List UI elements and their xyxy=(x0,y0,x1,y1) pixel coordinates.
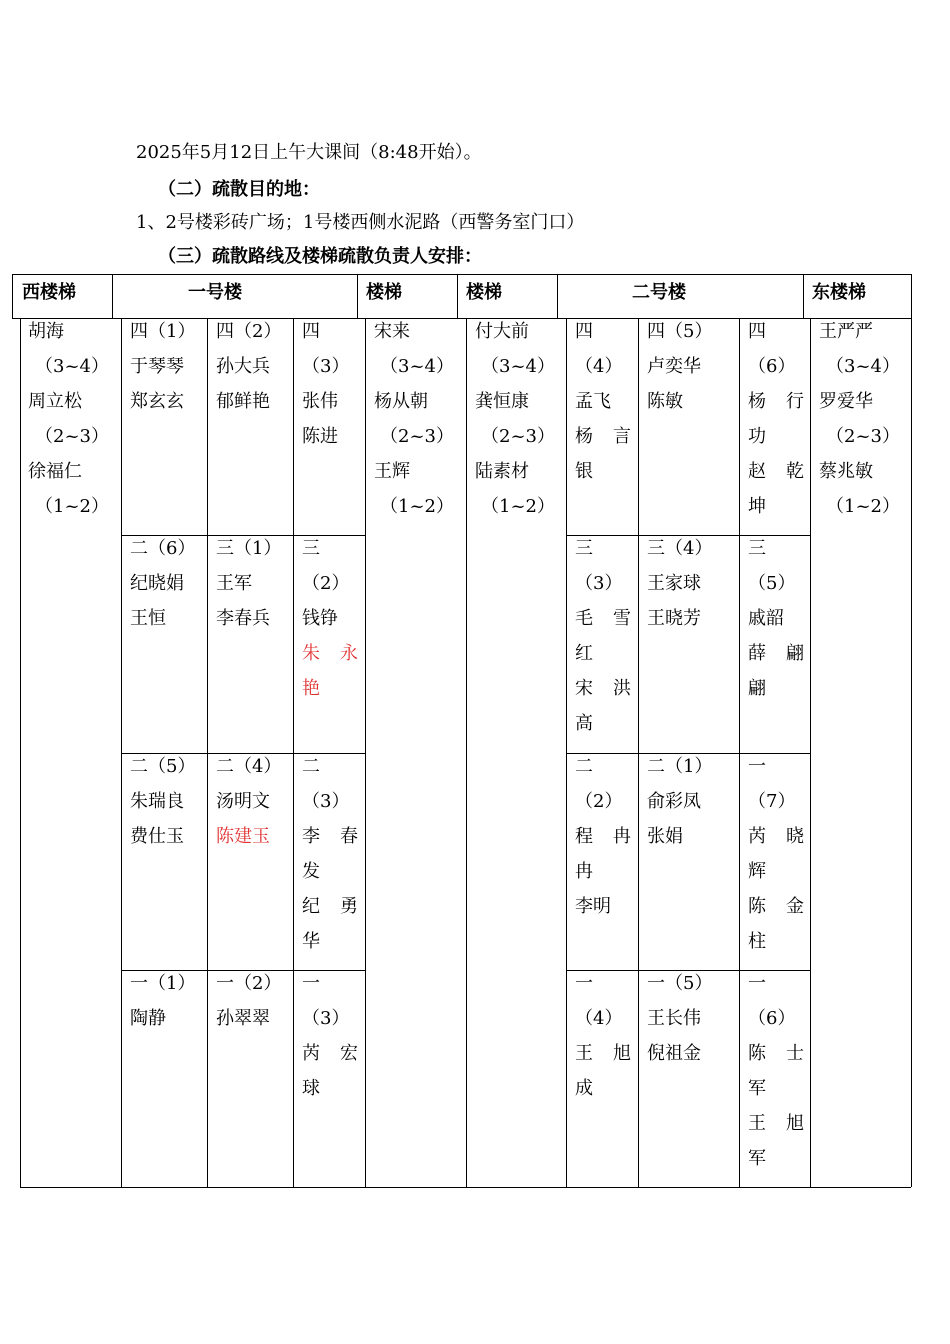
cell-text-line: 辉 xyxy=(748,861,766,882)
table-bottom-border xyxy=(20,1187,911,1188)
cell-text-line: （2~3） xyxy=(826,426,900,447)
cell-text-line: 宋 洪 xyxy=(575,678,631,699)
cell-text-line: 四 xyxy=(748,321,766,342)
cell-text-line: 陈进 xyxy=(302,426,338,447)
cell-text-line: （1~2） xyxy=(380,496,454,517)
cell-text-line: 芮 宏 xyxy=(302,1043,358,1064)
cell-text-line: 三（1） xyxy=(216,538,282,559)
cell-text-line: 一（2） xyxy=(216,973,282,994)
section-heading-routes: （三）疏散路线及楼梯疏散负责人安排： xyxy=(158,246,482,267)
west-stair-leaders xyxy=(28,314,116,524)
cell-text-line: 冉 xyxy=(575,861,593,882)
cell-text-line: 功 xyxy=(748,426,766,447)
b2-class-1-4 xyxy=(575,966,631,1106)
cell-text-line: 罗爱华 xyxy=(819,391,873,412)
header-stair-b: 楼梯 xyxy=(466,282,502,303)
cell-text-line: 赵 乾 xyxy=(748,461,804,482)
cell-text-line: 于琴琴 xyxy=(130,356,184,377)
stair-a-leaders xyxy=(374,314,460,524)
cell-text-line: 蔡兆敏 xyxy=(819,461,873,482)
cell-text-line: 一（5） xyxy=(647,973,713,994)
cell-text-line: 二（6） xyxy=(130,538,196,559)
table-grid-line xyxy=(911,319,912,1187)
cell-text-line: 坤 xyxy=(748,496,766,517)
cell-text-line: 四（5） xyxy=(647,321,713,342)
b2-class-2-2 xyxy=(575,749,631,924)
header-building-1: 一号楼 xyxy=(188,282,242,303)
cell-text-line: 李明 xyxy=(575,896,611,917)
cell-text-line: 钱铮 xyxy=(302,608,338,629)
cell-text-line: 一 xyxy=(748,973,766,994)
b1-class-1-3 xyxy=(302,966,358,1106)
cell-text-line: 三 xyxy=(748,538,766,559)
b1-class-2-3 xyxy=(302,749,358,959)
cell-text-line: 三 xyxy=(302,538,320,559)
table-grid-line xyxy=(20,319,21,1187)
cell-text-line: 纪晓娟 xyxy=(130,573,184,594)
table-grid-line xyxy=(112,274,113,319)
table-grid-line xyxy=(466,319,467,1187)
b1-class-4-1 xyxy=(130,314,200,419)
cell-text-line: 银 xyxy=(575,461,593,482)
cell-text-line: 华 xyxy=(302,931,320,952)
cell-text-line: 二（1） xyxy=(647,756,713,777)
cell-text-line: 王严严 xyxy=(819,321,873,342)
b1-class-2-4 xyxy=(216,749,286,854)
cell-text-line: （2） xyxy=(575,791,623,812)
cell-text-line: 陶静 xyxy=(130,1008,166,1029)
cell-text-line: 二 xyxy=(575,756,593,777)
cell-text-line: 一 xyxy=(575,973,593,994)
cell-text-line: 四（1） xyxy=(130,321,196,342)
cell-text-line: 徐福仁 xyxy=(28,461,82,482)
cell-text-line: （2~3） xyxy=(481,426,555,447)
cell-text-line: 王长伟 xyxy=(647,1008,701,1029)
cell-text-line: （2） xyxy=(302,573,350,594)
cell-text-line: 孙翠翠 xyxy=(216,1008,270,1029)
cell-text-line: （2~3） xyxy=(35,426,109,447)
b1-class-3-2 xyxy=(302,531,358,706)
b2-class-1-7 xyxy=(748,749,804,959)
b2-class-1-6 xyxy=(748,966,804,1176)
cell-text-line: 倪祖金 xyxy=(647,1043,701,1064)
cell-text-line: 二（5） xyxy=(130,756,196,777)
cell-text-line: 王家球 xyxy=(647,573,701,594)
cell-text-line: 陈 金 xyxy=(748,896,804,917)
cell-text-line: 宋来 xyxy=(374,321,410,342)
cell-text-line: 戚韶 xyxy=(748,608,784,629)
cell-text-line: 二 xyxy=(302,756,320,777)
cell-text-line: 三 xyxy=(575,538,593,559)
b2-class-4-6 xyxy=(748,314,804,524)
cell-text-line: 球 xyxy=(302,1078,320,1099)
cell-text-line: 周立松 xyxy=(28,391,82,412)
cell-text-line: 陈 士 xyxy=(748,1043,804,1064)
cell-text-line: 四 xyxy=(575,321,593,342)
cell-text-line: （7） xyxy=(748,791,796,812)
cell-text-line: 二（4） xyxy=(216,756,282,777)
b2-class-3-4 xyxy=(647,531,733,636)
section-heading-destination: （二）疏散目的地： xyxy=(158,179,320,200)
cell-text-line: （6） xyxy=(748,1008,796,1029)
cell-text-line: 成 xyxy=(575,1078,593,1099)
cell-text-line: 杨从朝 xyxy=(374,391,428,412)
cell-text-line: 芮 晓 xyxy=(748,826,804,847)
cell-text-line: 杨 言 xyxy=(575,426,631,447)
cell-text-line: 李春兵 xyxy=(216,608,270,629)
cell-text-line: 发 xyxy=(302,861,320,882)
cell-text-line: 四 xyxy=(302,321,320,342)
b2-class-2-1 xyxy=(647,749,733,854)
table-grid-line xyxy=(357,274,358,319)
cell-text-line: 陆素材 xyxy=(475,461,529,482)
b2-class-3-3 xyxy=(575,531,631,741)
cell-text-line: 艳 xyxy=(302,678,320,699)
cell-text-line: 三（4） xyxy=(647,538,713,559)
cell-text-line: 一（1） xyxy=(130,973,196,994)
cell-text-line: 纪 勇 xyxy=(302,896,358,917)
cell-text-line: （1~2） xyxy=(826,496,900,517)
table-grid-line xyxy=(457,274,458,319)
cell-text-line: （3） xyxy=(302,356,350,377)
cell-text-line: 王 旭 xyxy=(575,1043,631,1064)
cell-text-line: （3~4） xyxy=(380,356,454,377)
b1-class-2-5 xyxy=(130,749,200,854)
cell-text-line: 陈建玉 xyxy=(216,826,270,847)
table-grid-line xyxy=(365,319,366,1187)
cell-text-line: 柱 xyxy=(748,931,766,952)
b2-class-3-5 xyxy=(748,531,804,706)
b2-class-4-5 xyxy=(647,314,733,419)
cell-text-line: （3） xyxy=(302,1008,350,1029)
b1-class-2-6 xyxy=(130,531,200,636)
cell-text-line: 红 xyxy=(575,643,593,664)
cell-text-line: （4） xyxy=(575,356,623,377)
stair-b-leaders xyxy=(475,314,561,524)
cell-text-line: 军 xyxy=(748,1078,766,1099)
cell-text-line: 汤明文 xyxy=(216,791,270,812)
east-stair-leaders xyxy=(819,314,907,524)
cell-text-line: （1~2） xyxy=(35,496,109,517)
cell-text-line: 王辉 xyxy=(374,461,410,482)
cell-text-line: 俞彩凤 xyxy=(647,791,701,812)
cell-text-line: 卢奕华 xyxy=(647,356,701,377)
cell-text-line: （1~2） xyxy=(481,496,555,517)
cell-text-line: 程 冉 xyxy=(575,826,631,847)
b1-class-4-2 xyxy=(216,314,286,419)
header-stair-a: 楼梯 xyxy=(366,282,402,303)
b1-class-1-1 xyxy=(130,966,200,1036)
cell-text-line: 四（2） xyxy=(216,321,282,342)
cell-text-line: 一 xyxy=(748,756,766,777)
table-grid-line xyxy=(557,274,558,319)
cell-text-line: 陈敏 xyxy=(647,391,683,412)
cell-text-line: 王军 xyxy=(216,573,252,594)
header-west-stair: 西楼梯 xyxy=(22,282,76,303)
cell-text-line: （3） xyxy=(575,573,623,594)
cell-text-line: 郑玄玄 xyxy=(130,391,184,412)
cell-text-line: （5） xyxy=(748,573,796,594)
cell-text-line: 王恒 xyxy=(130,608,166,629)
cell-text-line: 孟飞 xyxy=(575,391,611,412)
destination-line: 1、2号楼彩砖广场；1号楼西侧水泥路（西警务室门口） xyxy=(136,212,585,233)
cell-text-line: 李 春 xyxy=(302,826,358,847)
cell-text-line: 毛 雪 xyxy=(575,608,631,629)
cell-text-line: （3~4） xyxy=(481,356,555,377)
cell-text-line: （3） xyxy=(302,791,350,812)
cell-text-line: （2~3） xyxy=(380,426,454,447)
b2-class-4-4 xyxy=(575,314,631,489)
cell-text-line: 军 xyxy=(748,1148,766,1169)
table-grid-line xyxy=(803,274,804,319)
cell-text-line: 张娟 xyxy=(647,826,683,847)
cell-text-line: 龚恒康 xyxy=(475,391,529,412)
header-east-stair: 东楼梯 xyxy=(812,282,866,303)
cell-text-line: 杨 行 xyxy=(748,391,804,412)
cell-text-line: 翩 xyxy=(748,678,766,699)
cell-text-line: 费仕玉 xyxy=(130,826,184,847)
cell-text-line: 付大前 xyxy=(475,321,529,342)
b1-class-4-3 xyxy=(302,314,358,454)
cell-text-line: 胡海 xyxy=(28,321,64,342)
table-header-row xyxy=(12,274,912,319)
cell-text-line: 孙大兵 xyxy=(216,356,270,377)
cell-text-line: 高 xyxy=(575,713,593,734)
header-building-2: 二号楼 xyxy=(632,282,686,303)
cell-text-line: 王晓芳 xyxy=(647,608,701,629)
b1-class-3-1 xyxy=(216,531,286,636)
cell-text-line: （3~4） xyxy=(35,356,109,377)
cell-text-line: 郁鲜艳 xyxy=(216,391,270,412)
cell-text-line: 薛 翩 xyxy=(748,643,804,664)
table-grid-line xyxy=(810,319,811,1187)
b1-class-1-2 xyxy=(216,966,286,1036)
event-time-line: 2025年5月12日上午大课间（8:48开始）。 xyxy=(136,142,482,163)
cell-text-line: 张伟 xyxy=(302,391,338,412)
cell-text-line: 朱瑞良 xyxy=(130,791,184,812)
cell-text-line: 一 xyxy=(302,973,320,994)
cell-text-line: （4） xyxy=(575,1008,623,1029)
cell-text-line: （3~4） xyxy=(826,356,900,377)
b2-class-1-5 xyxy=(647,966,733,1071)
cell-text-line: （6） xyxy=(748,356,796,377)
cell-text-line: 朱 永 xyxy=(302,643,358,664)
cell-text-line: 王 旭 xyxy=(748,1113,804,1134)
